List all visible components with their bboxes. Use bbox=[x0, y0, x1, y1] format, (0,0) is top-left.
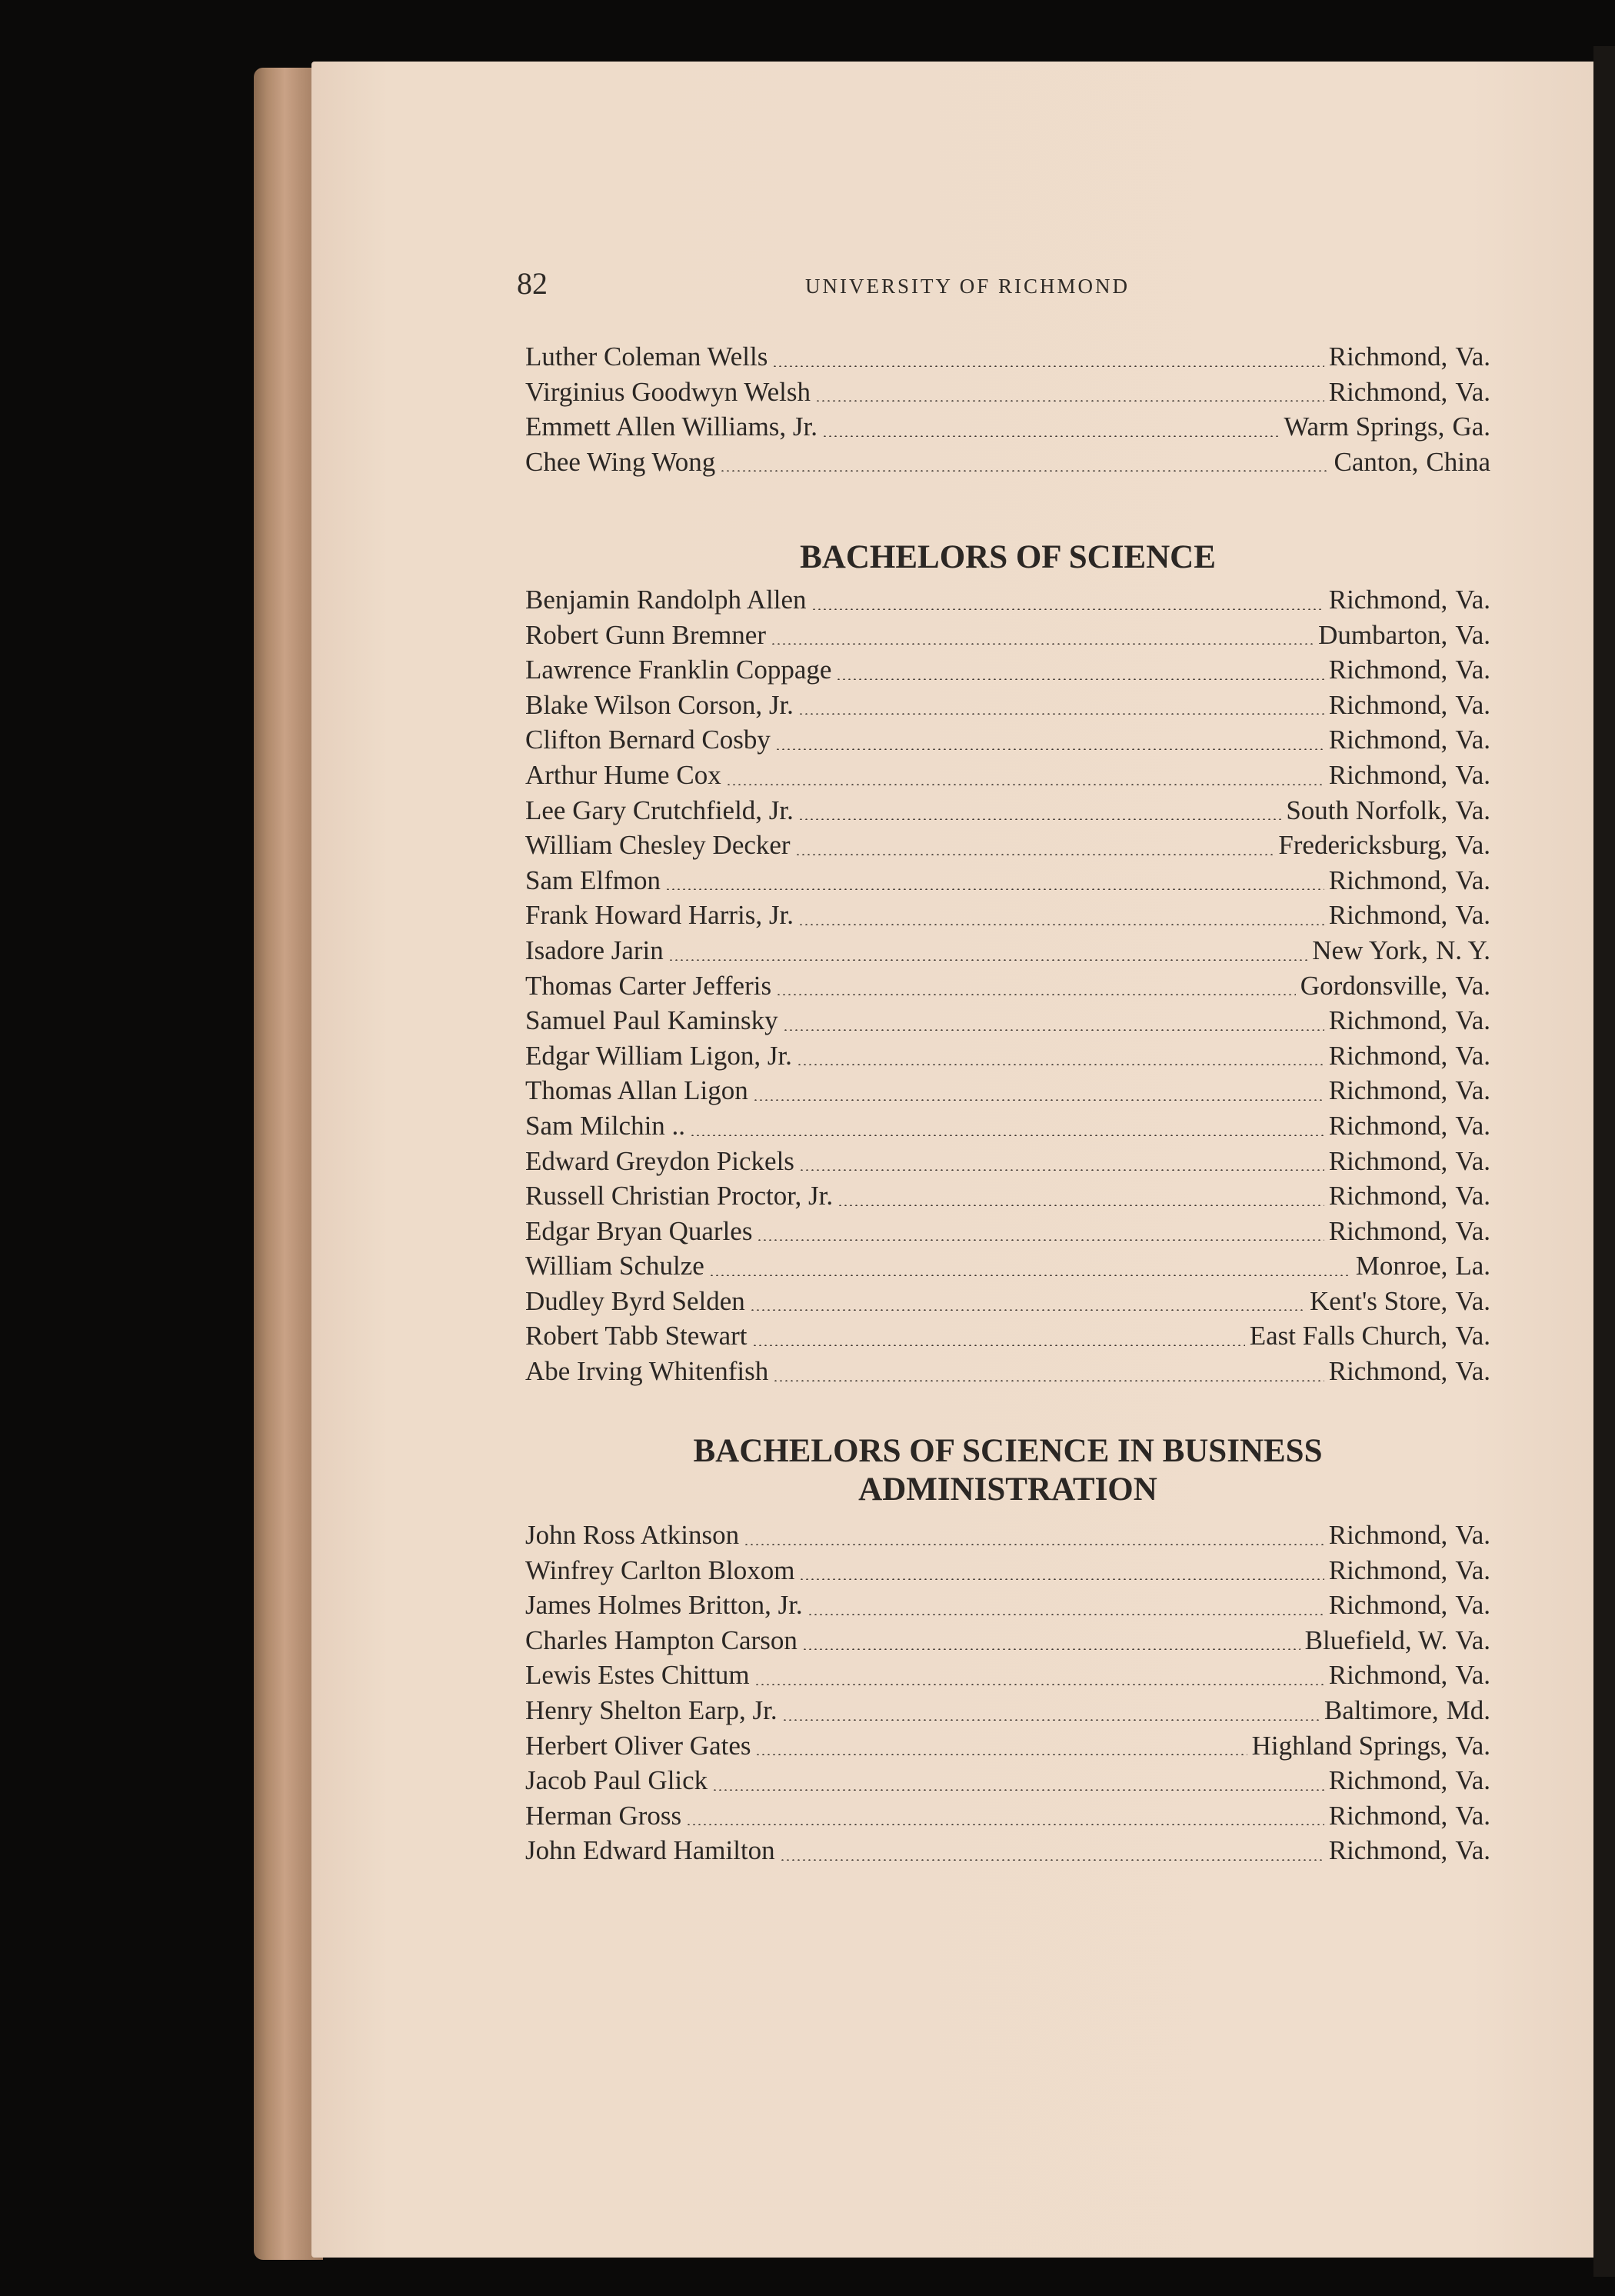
graduate-name: Benjamin Randolph Allen bbox=[525, 585, 807, 615]
graduate-place: Fredericksburg, bbox=[1278, 830, 1448, 861]
graduate-state: Va. bbox=[1455, 1625, 1490, 1655]
graduate-state: Va. bbox=[1455, 1285, 1490, 1316]
graduate-name: Edgar Bryan Quarles bbox=[525, 1215, 753, 1246]
graduate-state: Va. bbox=[1455, 1730, 1490, 1761]
graduate-place: Baltimore, bbox=[1324, 1695, 1439, 1725]
continued-list bbox=[525, 342, 1490, 482]
graduate-place: Richmond, bbox=[1328, 1590, 1448, 1621]
graduate-place: Richmond, bbox=[1328, 1110, 1448, 1141]
dot-leader bbox=[754, 1684, 1324, 1685]
graduate-place: Richmond, bbox=[1328, 900, 1448, 931]
graduate-place: Richmond, bbox=[1328, 1005, 1448, 1036]
graduate-state: Va. bbox=[1455, 376, 1490, 407]
graduate-state: Va. bbox=[1455, 1520, 1490, 1550]
graduate-state: Va. bbox=[1455, 795, 1490, 825]
graduate-name: Sam Milchin .. bbox=[525, 1110, 686, 1141]
dot-leader bbox=[690, 1135, 1324, 1136]
dot-leader bbox=[782, 1719, 1320, 1721]
list-item bbox=[525, 971, 1490, 1006]
list-item bbox=[525, 1660, 1490, 1695]
running-title: UNIVERSITY OF RICHMOND bbox=[805, 275, 1130, 298]
graduate-name: Robert Gunn Bremner bbox=[525, 619, 766, 650]
graduate-place: Richmond, bbox=[1328, 655, 1448, 685]
dot-leader bbox=[752, 1345, 1245, 1346]
list-item bbox=[525, 1356, 1490, 1391]
graduate-place: Richmond, bbox=[1328, 1356, 1448, 1387]
graduate-name: Edward Greydon Pickels bbox=[525, 1145, 794, 1176]
section-heading-line: ADMINISTRATION bbox=[858, 1471, 1157, 1508]
graduate-state: Va. bbox=[1455, 830, 1490, 861]
dot-leader bbox=[665, 888, 1324, 890]
graduate-place: Richmond, bbox=[1328, 1660, 1448, 1691]
dot-leader bbox=[773, 1380, 1324, 1381]
list-item bbox=[525, 935, 1490, 971]
graduate-name: Abe Irving Whitenfish bbox=[525, 1356, 769, 1387]
graduate-state: Va. bbox=[1455, 1835, 1490, 1866]
graduate-state: Md. bbox=[1446, 1695, 1490, 1725]
graduate-name: Thomas Allan Ligon bbox=[525, 1075, 748, 1106]
graduate-name: Charles Hampton Carson bbox=[525, 1625, 798, 1655]
graduate-state: La. bbox=[1455, 1251, 1490, 1281]
graduate-name: William Chesley Decker bbox=[525, 830, 791, 861]
graduate-place: Richmond, bbox=[1328, 1215, 1448, 1246]
graduate-name: Samuel Paul Kaminsky bbox=[525, 1005, 778, 1036]
list-item bbox=[525, 1555, 1490, 1591]
dot-leader bbox=[755, 1754, 1247, 1755]
graduate-place: Richmond, bbox=[1328, 1145, 1448, 1176]
graduate-state: Ga. bbox=[1452, 412, 1490, 442]
dot-leader bbox=[668, 959, 1307, 961]
graduate-state: Va. bbox=[1455, 900, 1490, 931]
graduate-state: Va. bbox=[1455, 619, 1490, 650]
list-item bbox=[525, 760, 1490, 795]
graduate-name: Emmett Allen Williams, Jr. bbox=[525, 412, 818, 442]
list-item bbox=[525, 1075, 1490, 1111]
graduate-place: Richmond, bbox=[1328, 1555, 1448, 1585]
list-item bbox=[525, 1251, 1490, 1286]
graduate-name: Clifton Bernard Cosby bbox=[525, 725, 771, 755]
graduate-place: Richmond, bbox=[1328, 725, 1448, 755]
list-item bbox=[525, 1321, 1490, 1356]
graduate-state: Va. bbox=[1455, 1005, 1490, 1036]
list-item bbox=[525, 1041, 1490, 1076]
list-item bbox=[525, 1005, 1490, 1041]
list-item bbox=[525, 865, 1490, 901]
list-item bbox=[525, 1520, 1490, 1555]
graduate-name: Herbert Oliver Gates bbox=[525, 1730, 751, 1761]
dot-leader bbox=[771, 643, 1314, 645]
graduate-place: Richmond, bbox=[1328, 1075, 1448, 1106]
graduate-place: Richmond, bbox=[1328, 1800, 1448, 1831]
background-strip bbox=[1593, 46, 1615, 2277]
list-item bbox=[525, 655, 1490, 690]
list-item bbox=[525, 1835, 1490, 1871]
dot-leader bbox=[837, 1205, 1324, 1206]
graduate-state: Va. bbox=[1455, 1075, 1490, 1106]
graduate-name: Herman Gross bbox=[525, 1800, 682, 1831]
graduate-place: Canton, bbox=[1334, 446, 1419, 477]
dot-leader bbox=[795, 854, 1274, 855]
list-item bbox=[525, 1146, 1490, 1181]
list-item bbox=[525, 377, 1490, 412]
section-heading-bs bbox=[525, 538, 1490, 577]
graduate-place: Richmond, bbox=[1328, 759, 1448, 790]
graduate-place: Monroe, bbox=[1355, 1251, 1448, 1281]
graduate-state: Va. bbox=[1455, 1181, 1490, 1211]
graduate-name: Robert Tabb Stewart bbox=[525, 1321, 748, 1351]
dot-leader bbox=[780, 1859, 1324, 1861]
graduate-name: James Holmes Britton, Jr. bbox=[525, 1590, 803, 1621]
graduate-state: Va. bbox=[1455, 1555, 1490, 1585]
dot-leader bbox=[811, 608, 1324, 610]
list-item bbox=[525, 900, 1490, 935]
graduate-name: Lawrence Franklin Coppage bbox=[525, 655, 832, 685]
dot-leader bbox=[798, 713, 1324, 715]
list-item bbox=[525, 690, 1490, 725]
page-header bbox=[517, 265, 1486, 312]
graduate-state: China bbox=[1426, 446, 1490, 477]
graduate-state: Va. bbox=[1455, 1110, 1490, 1141]
list-item bbox=[525, 1216, 1490, 1251]
list-item bbox=[525, 412, 1490, 447]
graduate-state: Va. bbox=[1455, 725, 1490, 755]
section-heading-line: BACHELORS OF SCIENCE bbox=[800, 539, 1216, 575]
graduate-state: Va. bbox=[1455, 1590, 1490, 1621]
list-item bbox=[525, 1625, 1490, 1661]
list-item bbox=[525, 795, 1490, 831]
graduate-name: Sam Elfmon bbox=[525, 865, 661, 895]
dot-leader bbox=[720, 470, 1329, 472]
graduate-place: Richmond, bbox=[1328, 689, 1448, 720]
graduate-state: Va. bbox=[1455, 655, 1490, 685]
list-item bbox=[525, 1731, 1490, 1766]
graduate-place: Richmond, bbox=[1328, 865, 1448, 895]
dot-leader bbox=[815, 400, 1324, 402]
list-item bbox=[525, 1181, 1490, 1216]
graduate-name: Russell Christian Proctor, Jr. bbox=[525, 1181, 834, 1211]
graduate-place: Richmond, bbox=[1328, 342, 1448, 372]
graduate-state: Va. bbox=[1455, 1215, 1490, 1246]
list-item bbox=[525, 447, 1490, 482]
graduate-state: Va. bbox=[1455, 689, 1490, 720]
graduate-name: Isadore Jarin bbox=[525, 935, 664, 965]
graduate-place: Richmond, bbox=[1328, 1040, 1448, 1071]
list-item bbox=[525, 585, 1490, 620]
list-item bbox=[525, 725, 1490, 760]
graduate-place: Kent's Store, bbox=[1309, 1285, 1448, 1316]
graduate-name: John Edward Hamilton bbox=[525, 1835, 775, 1866]
dot-leader bbox=[686, 1824, 1324, 1825]
dot-leader bbox=[799, 1578, 1324, 1580]
graduate-name: Luther Coleman Wells bbox=[525, 342, 768, 372]
graduate-name: Lee Gary Crutchfield, Jr. bbox=[525, 795, 794, 825]
page-number: 82 bbox=[517, 266, 548, 301]
graduate-name: Arthur Hume Cox bbox=[525, 759, 721, 790]
graduate-name: Henry Shelton Earp, Jr. bbox=[525, 1695, 778, 1725]
dot-leader bbox=[753, 1099, 1324, 1101]
graduate-place: Richmond, bbox=[1328, 1835, 1448, 1866]
list-item bbox=[525, 1801, 1490, 1836]
list-item bbox=[525, 830, 1490, 865]
list-item bbox=[525, 1695, 1490, 1731]
dot-leader bbox=[808, 1614, 1324, 1615]
dot-leader bbox=[712, 1789, 1324, 1791]
dot-leader bbox=[757, 1239, 1324, 1241]
graduate-state: Va. bbox=[1455, 865, 1490, 895]
dot-leader bbox=[836, 678, 1324, 680]
graduate-state: Va. bbox=[1455, 342, 1490, 372]
graduate-place: Richmond, bbox=[1328, 1765, 1448, 1796]
dot-leader bbox=[799, 1169, 1324, 1171]
dot-leader bbox=[783, 1029, 1324, 1031]
section-list-bsba bbox=[525, 1520, 1490, 1871]
graduate-name: Edgar William Ligon, Jr. bbox=[525, 1040, 792, 1071]
graduate-name: Chee Wing Wong bbox=[525, 446, 716, 477]
graduate-name: Winfrey Carlton Bloxom bbox=[525, 1555, 795, 1585]
graduate-place: Gordonsville, bbox=[1300, 970, 1448, 1001]
dot-leader bbox=[798, 818, 1281, 820]
graduate-place: Richmond, bbox=[1328, 1181, 1448, 1211]
graduate-place: Dumbarton, bbox=[1318, 619, 1448, 650]
list-item bbox=[525, 1765, 1490, 1801]
list-item bbox=[525, 620, 1490, 655]
list-item bbox=[525, 1286, 1490, 1321]
graduate-state: Va. bbox=[1455, 585, 1490, 615]
graduate-state: N. Y. bbox=[1436, 935, 1490, 965]
graduate-name: Frank Howard Harris, Jr. bbox=[525, 900, 794, 931]
dot-leader bbox=[822, 435, 1279, 437]
graduate-place: New York, bbox=[1312, 935, 1428, 965]
graduate-name: Thomas Carter Jefferis bbox=[525, 970, 772, 1001]
graduate-state: Va. bbox=[1455, 1356, 1490, 1387]
graduate-name: Dudley Byrd Selden bbox=[525, 1285, 745, 1316]
graduate-name: Blake Wilson Corson, Jr. bbox=[525, 689, 794, 720]
graduate-place: Highland Springs, bbox=[1251, 1730, 1448, 1761]
graduate-name: William Schulze bbox=[525, 1251, 704, 1281]
section-heading-bsba bbox=[525, 1432, 1490, 1509]
section-list-bs bbox=[525, 585, 1490, 1391]
graduate-state: Va. bbox=[1455, 1321, 1490, 1351]
dot-leader bbox=[776, 994, 1296, 995]
graduate-name: Virginius Goodwyn Welsh bbox=[525, 376, 811, 407]
dot-leader bbox=[775, 748, 1324, 750]
graduate-state: Va. bbox=[1455, 970, 1490, 1001]
dot-leader bbox=[709, 1275, 1351, 1276]
graduate-place: Richmond, bbox=[1328, 376, 1448, 407]
list-item bbox=[525, 1111, 1490, 1146]
graduate-name: Lewis Estes Chittum bbox=[525, 1660, 750, 1691]
graduate-name: John Ross Atkinson bbox=[525, 1520, 740, 1550]
graduate-state: Va. bbox=[1455, 1145, 1490, 1176]
graduate-state: Va. bbox=[1455, 1800, 1490, 1831]
graduate-state: Va. bbox=[1455, 1040, 1490, 1071]
graduate-place: Warm Springs, bbox=[1284, 412, 1445, 442]
graduate-name: Jacob Paul Glick bbox=[525, 1765, 708, 1796]
dot-leader bbox=[726, 784, 1324, 785]
dot-leader bbox=[750, 1309, 1305, 1311]
graduate-state: Va. bbox=[1455, 1765, 1490, 1796]
dot-leader bbox=[798, 924, 1324, 925]
graduate-place: South Norfolk, bbox=[1286, 795, 1448, 825]
section-heading-line: BACHELORS OF SCIENCE IN BUSINESS bbox=[693, 1433, 1323, 1469]
dot-leader bbox=[772, 365, 1324, 367]
graduate-place: Bluefield, W. bbox=[1304, 1625, 1448, 1655]
graduate-place: East Falls Church, bbox=[1249, 1321, 1448, 1351]
list-item bbox=[525, 1590, 1490, 1625]
dot-leader bbox=[744, 1544, 1324, 1545]
dot-leader bbox=[797, 1064, 1324, 1065]
graduate-place: Richmond, bbox=[1328, 1520, 1448, 1550]
graduate-state: Va. bbox=[1455, 759, 1490, 790]
dot-leader bbox=[802, 1648, 1300, 1650]
list-item bbox=[525, 342, 1490, 377]
graduate-state: Va. bbox=[1455, 1660, 1490, 1691]
graduate-place: Richmond, bbox=[1328, 585, 1448, 615]
